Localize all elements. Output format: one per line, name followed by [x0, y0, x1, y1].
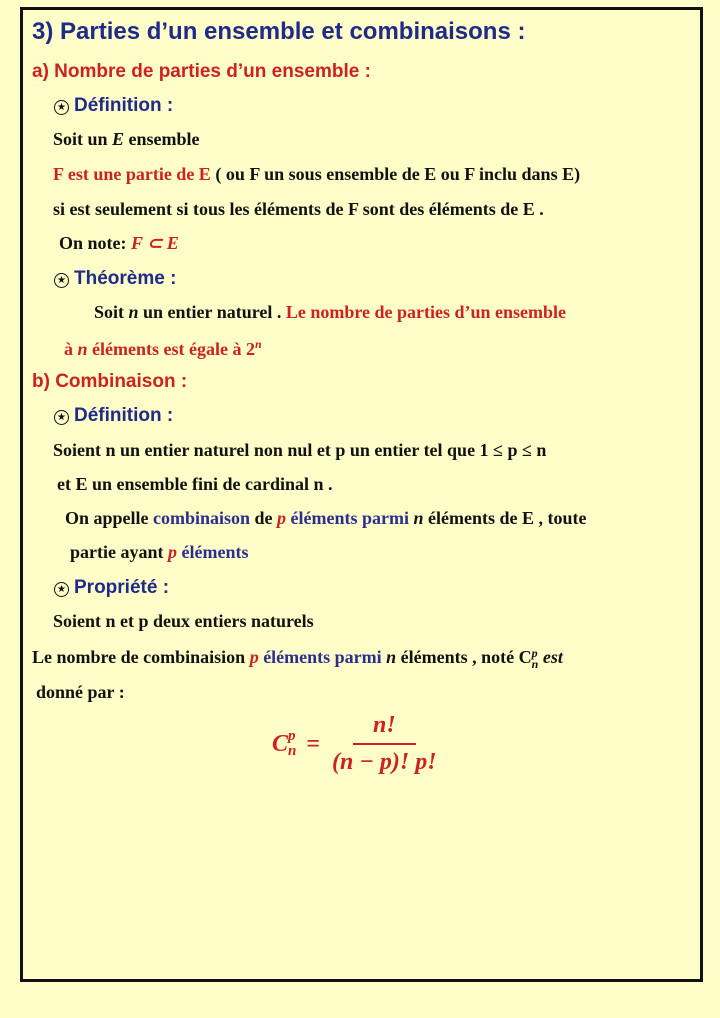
prop-sup: p: [531, 645, 538, 660]
thm-text: éléments est égale à 2: [87, 339, 255, 359]
formula-equals: =: [306, 730, 321, 757]
prop-sub: n: [531, 656, 539, 671]
thm-var: n: [128, 302, 139, 322]
def1-text: On note:: [59, 233, 131, 253]
prop-text: est: [538, 647, 563, 667]
definition-heading-label: Définition :: [74, 405, 174, 426]
def1-var: E: [112, 129, 125, 149]
def2-text: de: [250, 508, 278, 528]
def2-line4: [70, 542, 248, 563]
def1-line4: [59, 233, 179, 254]
definition-heading-1: [54, 95, 173, 117]
section-title: 3) Parties d’un ensemble et combinaisons :: [32, 18, 526, 45]
thm-line2: [64, 337, 262, 360]
def1-line1: [53, 129, 200, 150]
prop-var: p: [249, 647, 259, 667]
formula-sup: p: [288, 728, 296, 744]
def2-blue-text: combinaison: [153, 508, 251, 528]
thm-text: à: [64, 339, 78, 359]
def2-var: n: [413, 508, 424, 528]
prop-blue-text: éléments parmi: [258, 647, 387, 667]
thm-var: n: [77, 339, 88, 359]
star-bullet-icon: ★: [54, 582, 69, 597]
star-bullet-icon: ★: [54, 273, 69, 288]
prop-line3: donné par :: [36, 682, 125, 702]
star-bullet-icon: ★: [54, 100, 69, 115]
thm-exponent: n: [254, 337, 262, 351]
def1-red-text: F est une partie de E: [53, 164, 211, 184]
subset-notation: F ⊂ E: [131, 233, 179, 253]
def1-text: ensemble: [124, 129, 200, 149]
def2-text: éléments de E , toute: [423, 508, 587, 528]
def2-var: p: [168, 542, 177, 562]
theorem-heading-label: Théorème :: [74, 268, 177, 289]
def2-line2: et E un ensemble fini de cardinal n .: [57, 474, 333, 494]
formula-sub: n: [288, 743, 297, 759]
def1-line2: [53, 164, 580, 185]
def1-text: Soit un: [53, 129, 113, 149]
theorem-heading: [54, 268, 176, 290]
def2-text: partie ayant: [70, 542, 168, 562]
definition-heading-label: Définition :: [74, 95, 174, 116]
def1-line3: si est seulement si tous les éléments de F sont des éléments de E .: [53, 199, 544, 219]
formula-fraction: [332, 712, 437, 776]
formula-numerator: n!: [353, 712, 416, 745]
star-bullet-icon: ★: [54, 410, 69, 425]
thm-text: Soit: [94, 302, 129, 322]
prop-line2: [32, 647, 563, 670]
def1-text: ( ou F un sous ensemble de E ou F inclu dans E): [210, 164, 581, 184]
formula-denominator: (n − p)! p!: [332, 749, 437, 775]
formula-lhs: C: [272, 730, 289, 757]
subsection-b-title: b) Combinaison :: [32, 371, 188, 392]
prop-text: Le nombre de combinaision: [32, 647, 250, 667]
prop-text: éléments , noté C: [396, 647, 532, 667]
def2-text: On appelle: [65, 508, 154, 528]
def2-var: p: [277, 508, 287, 528]
def2-line1: Soient n un entier naturel non nul et p un entier tel que 1 ≤ p ≤ n: [53, 440, 547, 460]
def2-line3: [65, 508, 587, 529]
subsection-a-title: a) Nombre de parties d’un ensemble :: [32, 61, 371, 82]
property-heading: [54, 577, 169, 599]
thm-red-text: Le nombre de parties d’un ensemble: [285, 302, 567, 322]
def2-blue-text: éléments: [177, 542, 249, 562]
property-heading-label: Propriété :: [74, 577, 170, 598]
definition-heading-2: [54, 405, 173, 427]
combination-formula: [272, 712, 437, 776]
prop-var: n: [386, 647, 397, 667]
formula-indices: [288, 729, 296, 759]
def2-blue-text: éléments parmi: [286, 508, 414, 528]
thm-line1: [94, 302, 566, 323]
prop-line1: Soient n et p deux entiers naturels: [53, 611, 314, 631]
thm-text: un entier naturel .: [138, 302, 286, 322]
